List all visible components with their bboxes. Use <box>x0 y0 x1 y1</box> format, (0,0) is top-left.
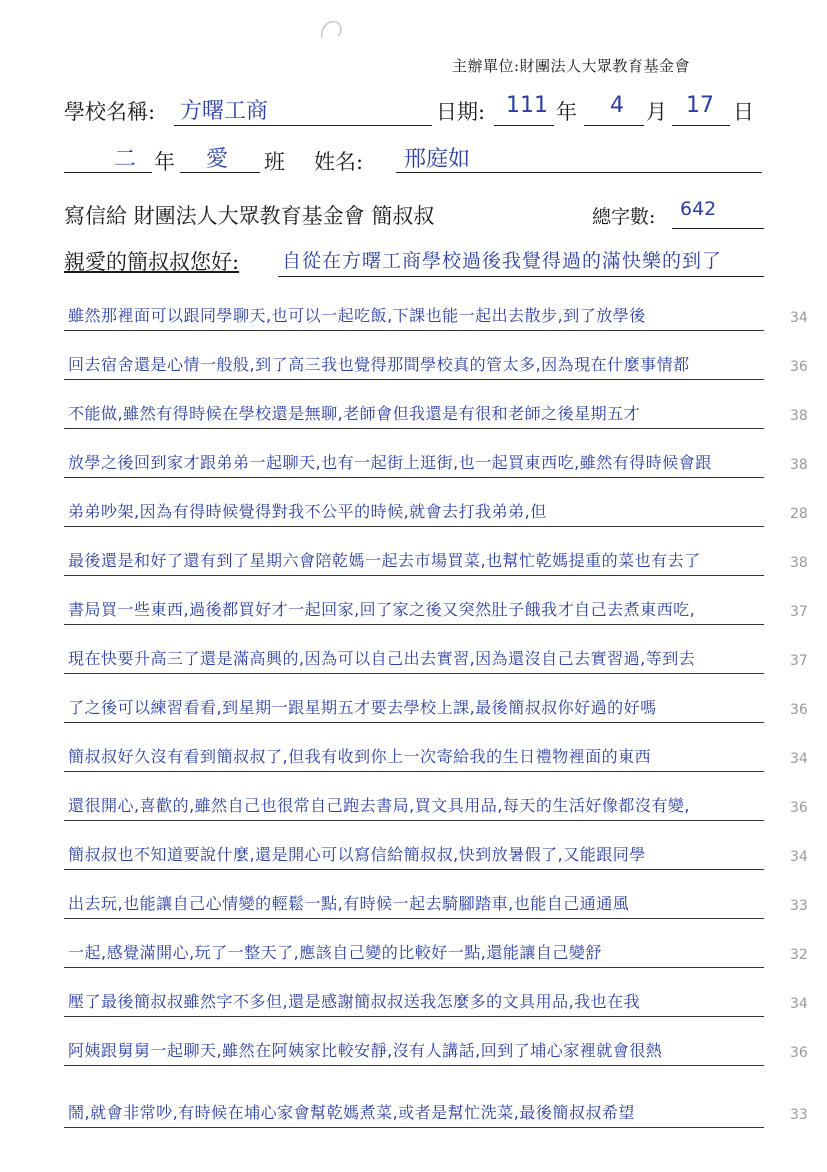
row-rule <box>64 1127 764 1128</box>
line-count: 37 <box>790 653 808 669</box>
month-underline <box>584 125 644 126</box>
letter-line: 還很開心,喜歡的,雖然自己也很常自己跑去書局,買文具用品,每天的生活好像都沒有變, <box>68 796 690 815</box>
letter-line: 現在快要升高三了還是滿高興的,因為可以自己出去實習,因為還沒自己去實習過,等到去 <box>68 649 696 668</box>
row-rule <box>64 330 764 331</box>
class-label: 班 <box>264 150 285 174</box>
row-rule <box>64 771 764 772</box>
class-value: 愛 <box>206 147 229 172</box>
wordcount-underline <box>672 228 764 229</box>
organizer-text: 主辦單位:財團法人大眾教育基金會 <box>452 57 691 75</box>
line-count: 36 <box>790 359 808 375</box>
school-label: 學校名稱: <box>64 100 156 124</box>
wordcount-value: 642 <box>680 198 717 220</box>
school-value: 方曙工商 <box>180 99 269 124</box>
line-count: 36 <box>790 800 808 816</box>
line-count: 34 <box>790 996 808 1012</box>
letter-line: 最後還是和好了還有到了星期六會陪乾媽一起去市場買菜,也幫忙乾媽提重的菜也有去了 <box>68 551 701 570</box>
row-rule <box>64 673 764 674</box>
row-rule <box>64 526 764 527</box>
name-value: 邢庭如 <box>404 147 471 172</box>
letter-line: 雖然那裡面可以跟同學聊天,也可以一起吃飯,下課也能一起出去散步,到了放學後 <box>68 306 646 325</box>
month-value: 4 <box>610 93 624 118</box>
line-count: 37 <box>790 604 808 620</box>
letter-line: 出去玩,也能讓自己心情變的輕鬆一點,有時候一起去騎腳踏車,也能自己通通風 <box>68 894 630 913</box>
line-count: 28 <box>790 506 808 522</box>
letter-line: 簡叔叔好久沒有看到簡叔叔了,但我有收到你上一次寄給我的生日禮物裡面的東西 <box>68 747 652 766</box>
line-count: 32 <box>790 947 808 963</box>
year-label: 年 <box>556 100 577 124</box>
letter-line: 書局買一些東西,過後都買好才一起回家,回了家之後又突然肚子餓我才自己去煮東西吃, <box>68 600 696 619</box>
row-rule <box>64 428 764 429</box>
line-count: 34 <box>790 751 808 767</box>
addressee-text: 寫信給 財團法人大眾教育基金會 簡叔叔 <box>64 204 435 228</box>
line-count: 38 <box>790 408 808 424</box>
line-count: 34 <box>790 310 808 326</box>
letter-line: 弟弟吵架,因為有得時候覺得對我不公平的時候,就會去打我弟弟,但 <box>68 502 547 521</box>
row-rule <box>64 624 764 625</box>
row-rule <box>64 722 764 723</box>
letter-line: 放學之後回到家才跟弟弟一起聊天,也有一起街上逛街,也一起買東西吃,雖然有得時候會跟 <box>68 453 712 472</box>
row-rule <box>64 820 764 821</box>
pencil-scribble <box>318 18 346 44</box>
letter-line: 阿姨跟舅舅一起聊天,雖然在阿姨家比較安靜,沒有人講話,回到了埔心家裡就會很熱 <box>68 1041 663 1060</box>
line-count: 38 <box>790 457 808 473</box>
wordcount-label: 總字數: <box>592 206 656 228</box>
line-count: 33 <box>790 898 808 914</box>
row-rule <box>64 1016 764 1017</box>
year-value: 111 <box>506 93 548 118</box>
grade-value: 二 <box>114 147 137 172</box>
letter-line: 回去宿舍還是心情一般般,到了高三我也覺得那間學校真的管太多,因為現在什麼事情都 <box>68 355 690 374</box>
day-underline <box>672 125 730 126</box>
day-label: 日 <box>733 100 754 124</box>
date-label: 日期: <box>436 100 486 124</box>
row-rule <box>64 967 764 968</box>
year-underline <box>494 125 554 126</box>
month-label: 月 <box>646 100 667 124</box>
grade-label: 年 <box>154 150 175 174</box>
greeting-text: 親愛的簡叔叔您好: <box>64 250 240 274</box>
first-line-underline <box>278 276 764 277</box>
letter-line: 壓了最後簡叔叔雖然字不多但,還是感謝簡叔叔送我怎麼多的文具用品,我也在我 <box>68 992 641 1011</box>
row-rule <box>64 575 764 576</box>
class-underline <box>180 172 260 173</box>
name-label: 姓名: <box>314 150 364 174</box>
line-count: 38 <box>790 555 808 571</box>
school-underline <box>174 125 432 126</box>
letter-line: 了之後可以練習看看,到星期一跟星期五才要去學校上課,最後簡叔叔你好過的好嗎 <box>68 698 657 717</box>
letter-line: 簡叔叔也不知道要說什麼,還是開心可以寫信給簡叔叔,快到放暑假了,又能跟同學 <box>68 845 646 864</box>
row-rule <box>64 379 764 380</box>
row-rule <box>64 869 764 870</box>
first-line-text: 自從在方曙工商學校過後我覺得過的滿快樂的到了 <box>282 250 723 272</box>
letter-line: 一起,感覺滿開心,玩了一整天了,應該自己變的比較好一點,還能讓自己變舒 <box>68 943 602 962</box>
line-count: 34 <box>790 849 808 865</box>
letter-line: 鬧,就會非常吵,有時候在埔心家會幫乾媽煮菜,或者是幫忙洗菜,最後簡叔叔希望 <box>68 1103 635 1122</box>
row-rule <box>64 918 764 919</box>
line-count: 36 <box>790 1045 808 1061</box>
letter-line: 不能做,雖然有得時候在學校還是無聊,老師會但我還是有很和老師之後星期五才 <box>68 404 641 423</box>
line-count: 33 <box>790 1107 808 1123</box>
row-rule <box>64 1065 764 1066</box>
grade-underline <box>64 172 152 173</box>
row-rule <box>64 477 764 478</box>
line-count: 36 <box>790 702 808 718</box>
name-underline <box>396 172 762 173</box>
day-value: 17 <box>686 93 714 118</box>
